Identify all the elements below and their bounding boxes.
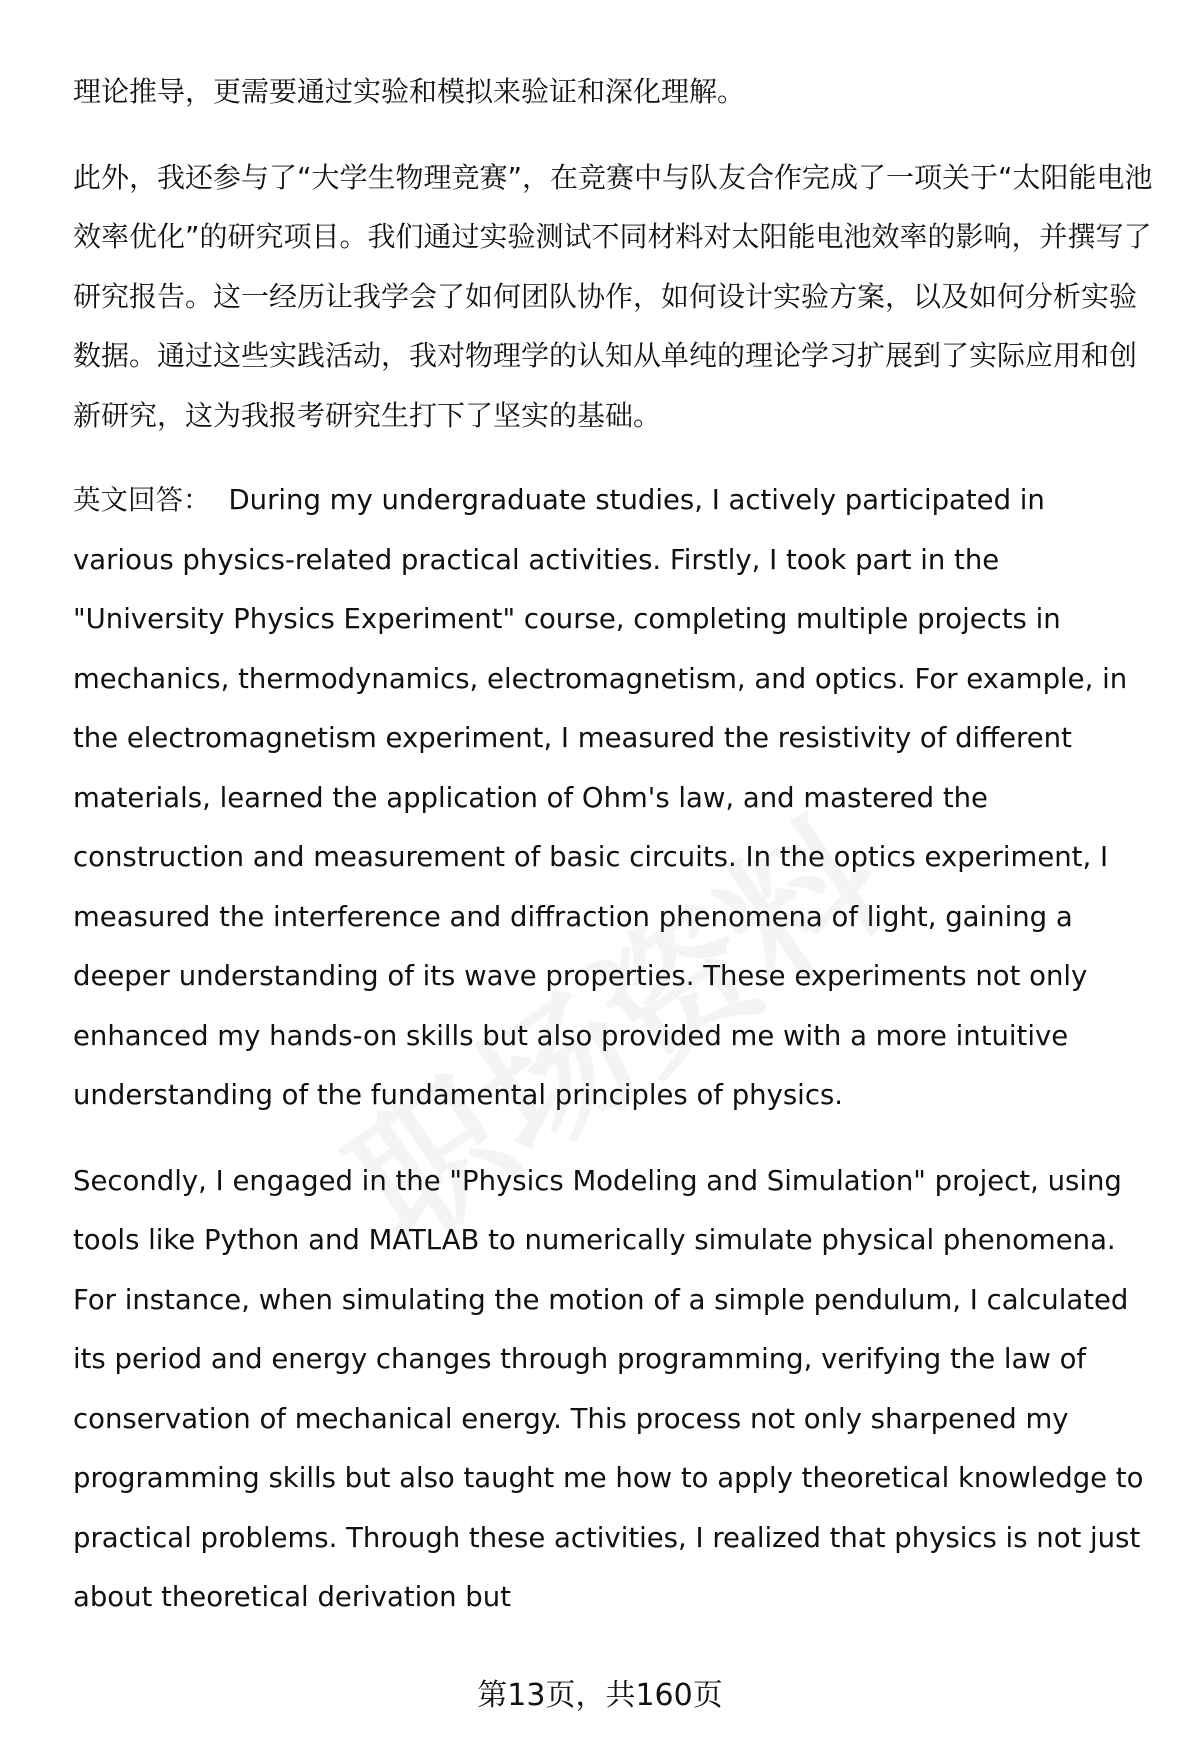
page-number: 第13页，共160页 — [477, 1678, 723, 1713]
document-body — [73, 62, 1153, 1628]
answer-text: During my undergraduate studies, I actively participated in various physics-related practical activities. Firstly, I took part in the "University Physics Experiment" course, completing multiple projects in mechanics, thermodynamics, electromagnetism, and optics. For example, in the electromagnetism experiment, I measured the resistivity of different materials, learned the application of Ohm's law, and mastered the construction and measurement of basic circuits. In the optics experiment, I measured the interference and diffraction phenomena of light, gaining a deeper understanding of its wave properties. These experiments not only enhanced my hands-on skills but also provided me with a more intuitive understanding of the fundamental principles of physics. — [73, 484, 1128, 1111]
paragraph-cn-competition: 此外，我还参与了“大学生物理竞赛”，在竞赛中与队友合作完成了一项关于“太阳能电池效率优化”的研究项目。我们通过实验测试不同材料对太阳能电池效率的影响，并撰写了研究报告。这一经历让我学会了如何团队协作，如何设计实验方案，以及如何分析实验数据。通过这些实践活动，我对物理学的认知从单纯的理论学习扩展到了实际应用和创新研究，这为我报考研究生打下了坚实的基础。 — [73, 160, 1153, 432]
answer-label: 英文回答： — [73, 484, 211, 516]
paragraph-en-answer — [73, 471, 1153, 1126]
paragraph-cn-intro: 理论推导，更需要通过实验和模拟来验证和深化理解。 — [73, 75, 746, 108]
paragraph-en-secondly: Secondly, I engaged in the "Physics Modeling and Simulation" project, using tools like Python and MATLAB to numerically simulate physical phenomena. For instance, when simulating the motion of a simple pendulum, I calculated its period and energy changes through programming, verifying the law of conservation of mechanical energy. This process not only sharpened my programming skills but also taught me how to apply theoretical knowledge to practical problems. Through these activities, I realized that physics is not just about theoretical derivation but — [73, 1164, 1144, 1613]
